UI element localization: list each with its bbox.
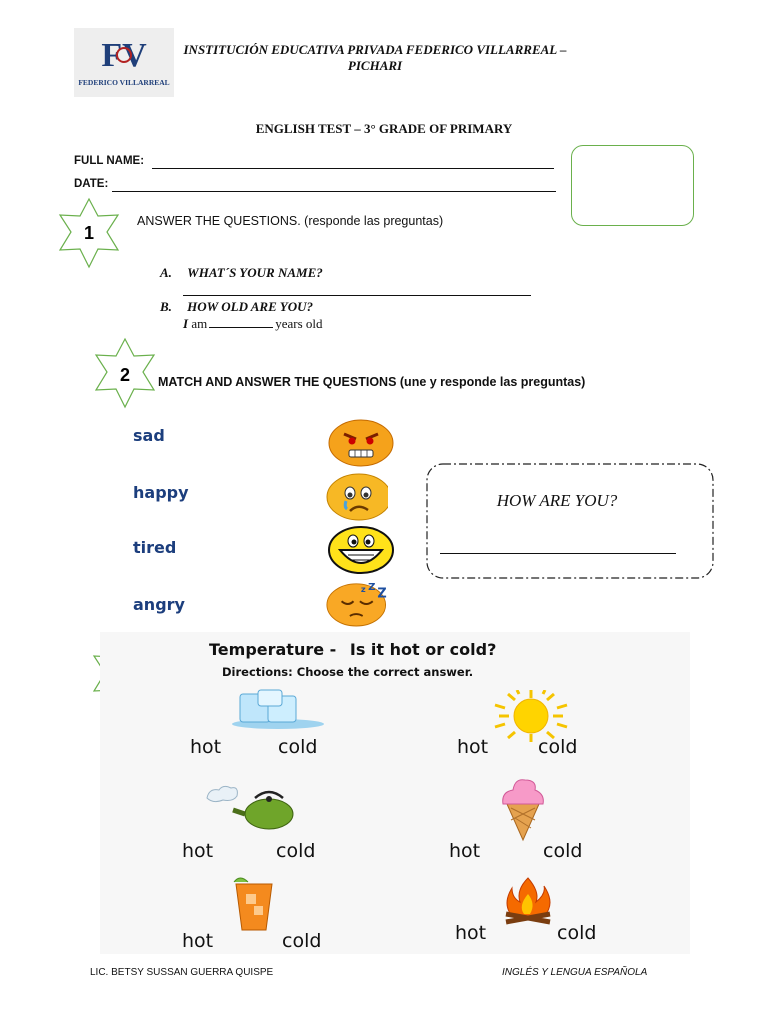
- option-hot-1[interactable]: [190, 736, 221, 758]
- full-name-label: FULL NAME:: [74, 155, 145, 167]
- star-number-1: [54, 197, 124, 269]
- sad-face-icon[interactable]: [322, 473, 388, 521]
- hot-label: hot: [457, 736, 489, 758]
- option-hot-3[interactable]: [182, 840, 213, 862]
- svg-text:Z: Z: [368, 582, 376, 594]
- option-cold-5[interactable]: [282, 930, 321, 952]
- tired-face-icon[interactable]: [326, 580, 392, 628]
- answer-b-end: years old: [275, 316, 323, 331]
- full-name-line[interactable]: [152, 168, 554, 169]
- age-blank[interactable]: [209, 327, 273, 328]
- option-hot-2[interactable]: [457, 736, 488, 758]
- hot-label: hot: [449, 840, 481, 862]
- svg-text:z: z: [360, 584, 366, 595]
- question-b: [160, 299, 313, 315]
- option-hot-6[interactable]: [455, 922, 486, 944]
- institution-line-2: PICHARI: [347, 58, 403, 73]
- option-cold-3[interactable]: [276, 840, 315, 862]
- school-logo: [74, 28, 174, 97]
- answer-b-sentence: [183, 316, 323, 332]
- happy-face-icon[interactable]: [328, 526, 394, 574]
- option-hot-5[interactable]: [182, 930, 213, 952]
- cold-label: cold: [278, 736, 318, 758]
- temperature-question: Is it hot or cold?: [349, 640, 497, 659]
- word-happy[interactable]: happy: [133, 483, 189, 502]
- answer-b-i: I: [183, 316, 189, 331]
- cold-label: cold: [538, 736, 578, 758]
- question-b-text: HOW OLD ARE YOU?: [187, 299, 313, 314]
- temperature-worksheet: [100, 632, 690, 954]
- temperature-title: Temperature -: [209, 640, 337, 659]
- cold-label: cold: [276, 840, 316, 862]
- date-field[interactable]: [74, 178, 108, 190]
- section-2-instruction: MATCH AND ANSWER THE QUESTIONS (une y responde las preguntas): [158, 375, 586, 389]
- hot-label: hot: [455, 922, 487, 944]
- grade-box[interactable]: [571, 145, 694, 226]
- word-tired[interactable]: tired: [133, 538, 177, 557]
- answer-b-am: am: [188, 316, 208, 331]
- option-cold-1[interactable]: [278, 736, 317, 758]
- logo-text: FEDERICO VILLARREAL: [78, 78, 170, 87]
- footer-subject: INGLÉS Y LENGUA ESPAÑOLA: [502, 967, 648, 978]
- option-cold-2[interactable]: [538, 736, 577, 758]
- answer-a-line[interactable]: [183, 295, 531, 296]
- angry-face-icon[interactable]: [328, 419, 394, 467]
- logo-initials: FV: [101, 37, 147, 74]
- question-a: [160, 265, 323, 281]
- cold-label: cold: [282, 930, 322, 952]
- question-a-letter: A.: [160, 265, 172, 280]
- ice-cream-icon: [495, 774, 551, 842]
- section-2-number: 2: [119, 365, 131, 385]
- option-cold-6[interactable]: [557, 922, 596, 944]
- full-name-field[interactable]: [74, 155, 144, 167]
- option-hot-4[interactable]: [449, 840, 480, 862]
- hot-label: hot: [190, 736, 222, 758]
- hot-label: hot: [182, 840, 214, 862]
- test-title: ENGLISH TEST – 3° GRADE OF PRIMARY: [255, 121, 513, 136]
- temperature-directions: Directions: Choose the correct answer.: [222, 665, 474, 679]
- section-1-instruction: ANSWER THE QUESTIONS. (responde las preguntas): [137, 214, 444, 228]
- footer-teacher: LIC. BETSY SUSSAN GUERRA QUISPE: [90, 967, 274, 978]
- ice-cube-icon: [222, 688, 326, 730]
- iced-drink-icon: [228, 876, 278, 932]
- how-are-you-box: [426, 463, 714, 579]
- date-label: DATE:: [74, 178, 109, 190]
- cold-label: cold: [557, 922, 597, 944]
- sun-icon: [489, 690, 573, 742]
- institution-name: [180, 42, 570, 74]
- date-line[interactable]: [112, 191, 556, 192]
- kettle-icon: [205, 784, 301, 832]
- institution-line-1: INSTITUCIÓN EDUCATIVA PRIVADA FEDERICO VILLARREAL –: [183, 42, 567, 57]
- svg-text:Z: Z: [377, 586, 387, 602]
- how-are-you-answer-line[interactable]: [440, 553, 676, 554]
- question-b-letter: B.: [160, 299, 172, 314]
- word-sad[interactable]: sad: [133, 426, 165, 445]
- campfire-icon: [500, 876, 556, 926]
- temperature-title-row: [209, 640, 496, 659]
- word-angry[interactable]: angry: [133, 595, 185, 614]
- cold-label: cold: [543, 840, 583, 862]
- how-are-you-question: HOW ARE YOU?: [496, 491, 618, 510]
- option-cold-4[interactable]: [543, 840, 582, 862]
- hot-label: hot: [182, 930, 214, 952]
- section-1-number: 1: [83, 223, 95, 243]
- star-number-2: [90, 337, 160, 409]
- question-a-text: WHAT´S YOUR NAME?: [187, 265, 323, 280]
